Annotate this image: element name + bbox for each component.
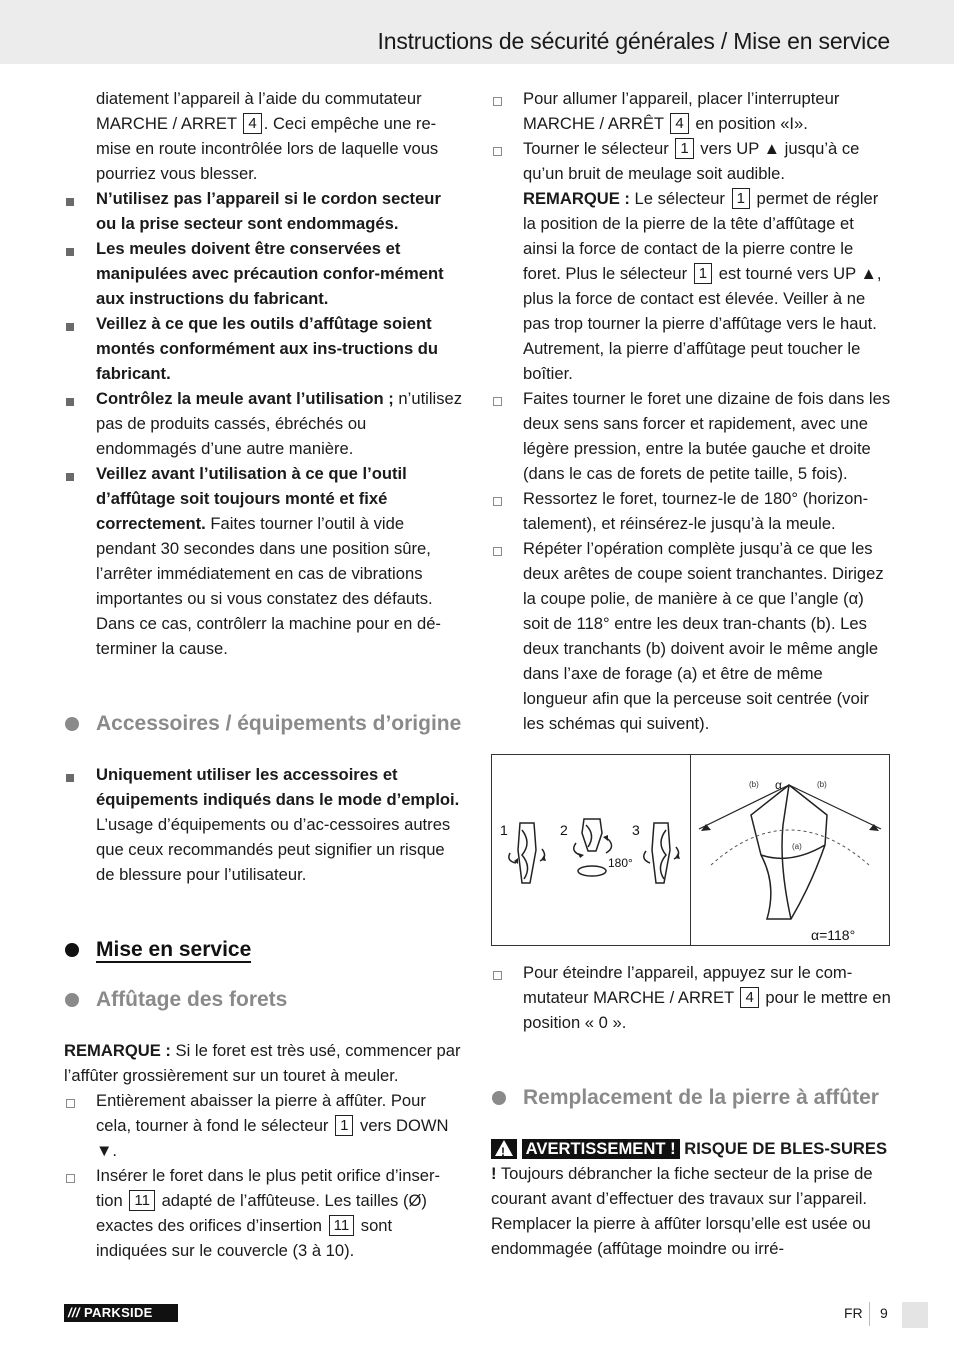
step-turn-180: Ressortez le foret, tournez-le de 180° (horizon-talement), et réinsérez-le jusqu’à la meule.: [491, 486, 891, 536]
right-column: [491, 86, 891, 1261]
page-header: [0, 0, 954, 64]
warning-label: AVERTISSEMENT !: [522, 1139, 680, 1159]
cutting-edge-b-left: (b): [749, 780, 759, 789]
safety-item-mounting: Veillez à ce que les outils d’affûtage soient montés conformément aux ins-tructions du fabricant.: [64, 311, 464, 386]
step-lower-stone: Entièrement abaisser la pierre à affûter. Pour cela, tourner à fond le sélecteur 1 vers DOWN ▼.: [64, 1088, 464, 1163]
safety-item-storage: Les meules doivent être conservées et manipulées avec précaution confor-mément aux instructions du fabricant.: [64, 236, 464, 311]
remark-paragraph: REMARQUE : Si le foret est très usé, commencer par l’affûter grossièrement sur un touret à meuler.: [64, 1041, 461, 1085]
ref-box-1: 1: [694, 263, 712, 284]
selector-remark: REMARQUE : Le sélecteur 1 permet de régler la position de la pierre de la tête d’affûtage et ainsi la force de contact de la pierre contre le foret. Plus le sélecteur 1 est tourné vers UP ▲, plus la force de contact est élevée. Veiller à ne pas trop tourner la pierre d’affûtage vers le haut. Autrement, la pierre d’affûtage peut toucher le boîtier.: [523, 189, 882, 383]
warning-badge: [491, 1139, 517, 1159]
drill-angle-illustration: [691, 755, 889, 945]
drill-rotation-illustration: [492, 755, 690, 945]
ref-box-4: 4: [670, 113, 688, 134]
page-title: Instructions de sécurité générales / Mise en service: [377, 28, 890, 54]
step-1-label: 1: [500, 822, 508, 838]
page-number: 9: [880, 1305, 888, 1321]
ref-box-4: 4: [740, 987, 758, 1008]
step-rotate-drill: Faites tourner le foret une dizaine de fois dans les deux sens sans forcer et rapidement, avec une légère pression, entre la butée gauche et droite (dans le cas de forets de petite taille, 5 fois).: [491, 386, 891, 486]
warning-paragraph: ! AVERTISSEMENT ! RISQUE DE BLES-SURES ! Toujours débrancher la fiche secteur de la prise de courant avant d’effectuer des travaux sur l’appareil. Remplacer la pierre à affûter lorsqu’elle est usée ou endommagée (affûtage moindre ou irré-: [491, 1136, 891, 1261]
step-repeat: Répéter l’opération complète jusqu’à ce que les deux arêtes de coupe soient tranchantes. Dirigez la coupe polie, de manière à ce que l’angle (α) soit de 118° entre les deux tran-chants (b). Les deux tranchants (b) doivent avoir le même angle dans l’axe de forage (a) et être de même longueur afin que la perceuse soit centrée (voir les schémas qui suivent).: [491, 536, 891, 736]
step-switch-on: Pour allumer l’appareil, placer l’interrupteur MARCHE / ARRÊT 4 en position «I».: [491, 86, 891, 136]
ref-box-1: 1: [335, 1115, 353, 1136]
section-affutage: Affûtage des forets: [64, 987, 464, 1012]
section-mise-en-service: Mise en service: [64, 937, 464, 962]
section-replace-stone: Remplacement de la pierre à affûter: [491, 1085, 891, 1110]
safety-item-cord: N’utilisez pas l’appareil si le cordon secteur ou la prise secteur sont endommagés.: [64, 186, 464, 236]
ref-box-1: 1: [732, 188, 750, 209]
accessories-item: Uniquement utiliser les accessoires et équipements indiqués dans le mode d’emploi. L’usage d’équipements ou d’ac-cessoires autres que ceux recommandés peut signifier un risque de blessure pour l’utilisateur.: [64, 762, 464, 887]
safety-item-fixing: Veillez avant l’utilisation à ce que l’outil d’affûtage soit toujours monté et fixé correctement. Faites tourner l’outil à vide pendant 30 secondes dans une position sûre, l’arrêter immédiatement en cas de vibrations importantes ou si vous constatez des défauts. Dans ce cas, contrôlerr la machine pour en dé-terminer la cause.: [64, 461, 464, 661]
section-accessories: Accessoires / équipements d’origine: [64, 711, 464, 736]
rotation-180-label: 180°: [608, 856, 633, 870]
ref-box-4: 4: [243, 113, 261, 134]
step-turn-selector: Tourner le sélecteur 1 vers UP ▲ jusqu’à ce qu’un bruit de meulage soit audible. REMARQUE : Le sélecteur 1 permet de régler la position de la pierre de la tête d’affûtage et ainsi la force de contact de la pierre contre le foret. Plus le sélecteur 1 est tourné vers UP ▲, plus la force de contact est élevée. Veiller à ne pas trop tourner la pierre d’affûtage vers le haut. Autrement, la pierre d’affûtage peut toucher le boîtier.: [491, 136, 891, 386]
axis-a-label: (a): [792, 842, 802, 851]
step-3-label: 3: [632, 822, 640, 838]
ref-box-1: 1: [675, 138, 693, 159]
alpha-symbol: α: [775, 778, 782, 792]
left-column: [64, 86, 464, 1263]
angle-118-label: α=118°: [811, 927, 856, 943]
cutting-edge-b-right: (b): [817, 780, 827, 789]
parkside-logo: /// PARKSIDE: [64, 1304, 178, 1322]
ref-box-11: 11: [129, 1190, 155, 1211]
drill-sharpening-figure: [491, 754, 890, 946]
safety-item-check: Contrôlez la meule avant l’utilisation ; n’utilisez pas de produits cassés, ébréchés ou endommagés d’une autre manière.: [64, 386, 464, 461]
continued-paragraph: diatement l’appareil à l’aide du commutateur MARCHE / ARRET 4 . Ceci empêche une re-mise en route incontrôlée lors de laquelle vous pourriez vous blesser.: [96, 89, 439, 183]
footer-tab: [902, 1302, 928, 1328]
step-switch-off: Pour éteindre l’appareil, appuyez sur le com-mutateur MARCHE / ARRET 4 pour le mettre en position « 0 ».: [491, 960, 891, 1035]
step-insert-drill: Insérer le foret dans le plus petit orifice d’inser-tion 11 adapté de l’affûteuse. Les tailles (Ø) exactes des orifices d’insertion 11 sont indiquées sur le couvercle (3 à 10).: [64, 1163, 464, 1263]
step-2-label: 2: [560, 822, 568, 838]
language-code: FR: [844, 1305, 863, 1321]
ref-box-11: 11: [329, 1215, 355, 1236]
warning-triangle-icon: [495, 1140, 513, 1156]
